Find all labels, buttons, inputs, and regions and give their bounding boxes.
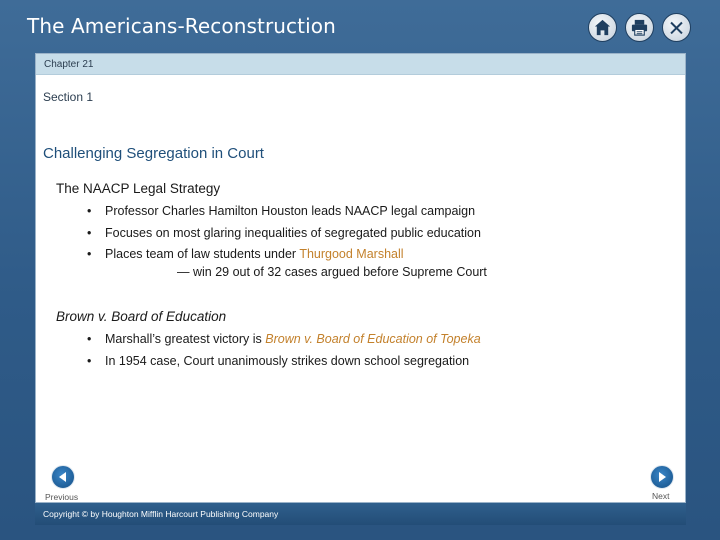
previous-button[interactable] xyxy=(51,465,75,489)
bullet-text: Professor Charles Hamilton Houston leads NAACP legal campaign xyxy=(105,204,476,218)
print-icon xyxy=(630,18,649,37)
bullet-text: Marshall’s greatest victory is xyxy=(105,332,266,346)
thurgood-marshall-link[interactable]: Thurgood Marshall xyxy=(299,247,404,261)
list-item xyxy=(87,244,481,266)
footer-bar xyxy=(35,503,686,525)
bullet-text: Places team of law students under xyxy=(105,247,300,261)
print-button[interactable] xyxy=(625,13,654,42)
chapter-bar xyxy=(36,54,685,75)
close-button[interactable] xyxy=(662,13,691,42)
next-label[interactable]: Next xyxy=(652,491,670,501)
list-item xyxy=(87,351,481,373)
brown-bullet-list xyxy=(87,329,481,372)
bullet-text: Focuses on most glaring inequalities of segregated public education xyxy=(105,225,481,240)
chapter-label: Chapter 21 xyxy=(44,58,94,70)
home-icon xyxy=(593,18,612,37)
list-item xyxy=(87,201,481,223)
brown-v-board-link[interactable]: Brown v. Board of Education of Topeka xyxy=(265,332,481,346)
arrow-right-icon xyxy=(656,471,668,483)
cases-won-line: — win 29 out of 32 cases argued before Supreme Court xyxy=(177,265,487,279)
slide-content xyxy=(35,53,686,503)
brown-heading: Brown v. Board of Education xyxy=(56,309,227,324)
app-title: The Americans-Reconstruction xyxy=(27,14,336,38)
list-item xyxy=(87,329,481,351)
close-icon xyxy=(667,18,686,37)
slide-title: Challenging Segregation in Court xyxy=(43,145,264,162)
copyright-text: Copyright © by Houghton Mifflin Harcourt Publishing Company xyxy=(43,509,279,519)
home-button[interactable] xyxy=(588,13,617,42)
bullet-text: In 1954 case, Court unanimously strikes down school segregation xyxy=(105,353,470,368)
list-item xyxy=(87,223,481,245)
top-toolbar xyxy=(588,13,691,42)
section-label: Section 1 xyxy=(43,90,94,104)
next-button[interactable] xyxy=(650,465,674,489)
previous-label[interactable]: Previous xyxy=(45,492,79,502)
naacp-bullet-list xyxy=(87,201,481,266)
naacp-heading: The NAACP Legal Strategy xyxy=(56,181,221,196)
arrow-left-icon xyxy=(57,471,69,483)
